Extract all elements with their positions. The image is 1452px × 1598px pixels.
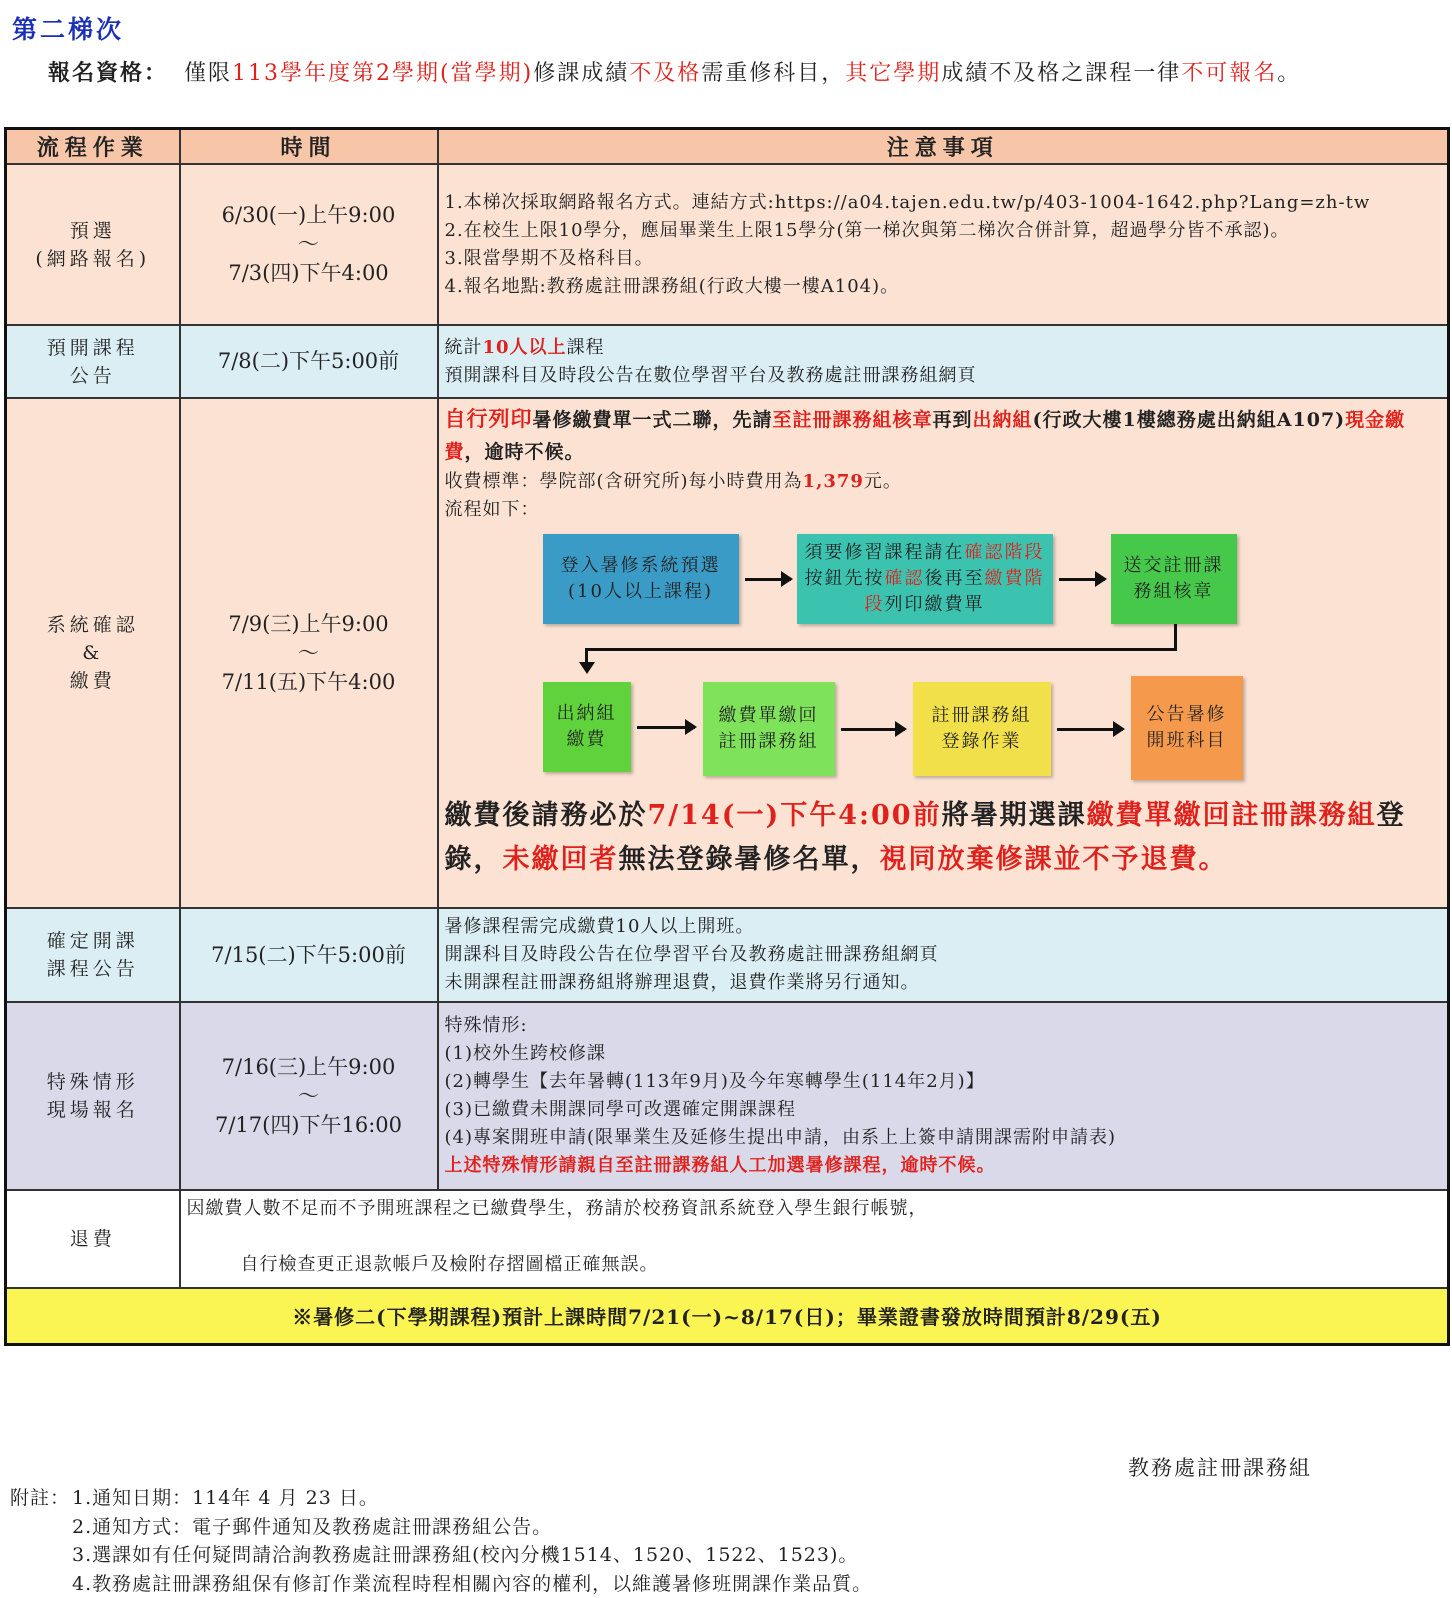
process-flowchart [445, 524, 1442, 782]
step-label: & [82, 642, 104, 664]
step-label: 公告 [69, 364, 116, 387]
time-cell: 7/8(二)下午5:00前 [180, 325, 438, 398]
flow-text: 後再至 [924, 568, 985, 589]
flow-connector [1174, 624, 1177, 650]
flow-text: 繳費單繳回註冊課務組 [718, 705, 819, 752]
note-warning: 上述特殊情形請親自至註冊課務組人工加選暑修課程，逾時不候。 [444, 1155, 996, 1176]
note-text: ，逾時不候。 [464, 441, 585, 463]
step-label: 現場報名 [46, 1099, 139, 1121]
warning-text: 無法登錄暑修名單， [618, 844, 880, 875]
note-line: 預開課科目及時段公告在數位學習平台及教務處註冊課務組網頁 [444, 364, 977, 386]
note-text: 3.選課如有任何疑問請洽詢教務處註冊課務組(校內分機1514、1520、1522、1523)。 [72, 1544, 859, 1566]
note-line: (1)校外生跨校修課 [444, 1043, 606, 1064]
refund-cell [180, 1190, 1449, 1288]
flow-text: 出納組繳費 [556, 703, 617, 750]
elig-highlight: 113學年度第2學期(當學期) [232, 61, 534, 86]
eligibility-label: 報名資格： [48, 60, 169, 86]
warning-text: 繳費後請務必於 [444, 800, 648, 831]
step-cell [6, 164, 180, 325]
warning-text: 將暑期選課 [941, 800, 1087, 831]
warning-highlight: 視同放棄修課並不予退費。 [879, 844, 1228, 875]
note-highlight: 自行列印 [444, 406, 533, 431]
step-cell [6, 1002, 180, 1190]
flow-step-return-slip [703, 682, 835, 776]
flow-arrow-down [579, 662, 595, 674]
note-line: (2)轉學生【去年暑轉(113年9月)及今年寒轉學生(114年2月)】 [444, 1071, 985, 1092]
flow-arrow [841, 728, 905, 731]
note-line: 暑修課程需完成繳費10人以上開班。 [444, 916, 755, 937]
note-text: 再到 [932, 409, 973, 431]
step-label: 繳費 [69, 670, 116, 692]
warning-highlight: 未繳回者 [502, 844, 619, 875]
note-line: 4.報名地點:教務處註冊課務組(行政大樓一樓A104)。 [444, 275, 900, 297]
table-row-preannounce [6, 325, 1449, 398]
table-header-row [6, 129, 1449, 165]
footer-note: ※暑修二(下學期課程)預計上課時間7/21(一)~8/17(日)；畢業證書發放時間預計8/29(五) [6, 1288, 1449, 1344]
step-label: 確定開課 [46, 930, 139, 952]
note-text: 元。 [863, 471, 902, 492]
flow-step-login-preselect [543, 534, 739, 624]
flow-label: 流程如下： [444, 499, 540, 520]
flow-text: 列印繳費單 [884, 594, 985, 615]
note-text: (行政大樓1樓總務處出納組A107) [1032, 409, 1346, 431]
header-process: 流程作業 [6, 129, 180, 165]
elig-text: 僅限 [184, 61, 233, 86]
flow-text: (10人以上課程) [568, 581, 713, 602]
table-row-preselect [6, 164, 1449, 325]
step-label: 預開課程 [46, 336, 139, 359]
step-cell [6, 398, 180, 908]
note-line: 開課科目及時段公告在位學習平台及教務處註冊課務組網頁 [444, 944, 939, 965]
flow-text: 按鈕先按 [804, 568, 885, 589]
flow-text: 註冊課務組登錄作業 [931, 705, 1032, 752]
fee-line [445, 468, 1442, 496]
note-line: 1.本梯次採取網路報名方式。連結方式:https://a04.tajen.edu.tw/p/403-1004-1642.php?Lang=zh-tw [444, 191, 1371, 213]
step-label: (網路報名) [35, 247, 151, 270]
table-row-special [6, 1002, 1449, 1190]
table-row-confirm-pay [6, 398, 1449, 908]
time-cell: 7/15(二)下午5:00前 [180, 908, 438, 1002]
note-highlight: 出納組 [972, 409, 1033, 431]
time-cell [180, 398, 438, 908]
note-text: 2.通知方式：電子郵件通知及教務處註冊課務組公告。 [72, 1515, 553, 1538]
note-line: 特殊情形: [444, 1015, 528, 1036]
flow-arrow [745, 578, 791, 581]
elig-text: 。 [1277, 61, 1302, 86]
elig-highlight: 不可報名 [1181, 61, 1278, 86]
notes-cell [438, 1002, 1449, 1190]
eligibility-line [48, 56, 1301, 87]
flow-text: 送交註冊課務組核章 [1123, 555, 1224, 602]
note-highlight: 至註冊課務組核章 [772, 409, 933, 431]
flow-connector [585, 648, 1177, 651]
step-label: 預選 [69, 219, 116, 242]
flow-step-cashier [543, 682, 631, 772]
step-label: 課程公告 [46, 958, 139, 980]
time-cell [180, 164, 438, 325]
note-text: 暑修繳費單一式二聯，先請 [532, 409, 773, 431]
fee-amount: 1,379 [802, 471, 864, 492]
flow-step-registration [913, 682, 1051, 776]
elig-text: 需重修科目， [701, 61, 846, 86]
note-item [10, 1541, 872, 1570]
warning-text: 登錄， [444, 800, 1406, 875]
notes-cell [438, 164, 1449, 325]
payment-warning [445, 794, 1442, 882]
note-highlight: 現金繳費 [444, 409, 1406, 463]
flow-text: 須要修習課程請在 [804, 542, 965, 563]
signature: 教務處註冊課務組 [1128, 1456, 1312, 1480]
note-highlight: 10人以上 [482, 336, 567, 358]
time-start: 7/9(三)上午9:00 [228, 611, 389, 636]
note-line: 2.在校生上限10學分，應屆畢業生上限15學分(第一梯次與第二梯次合併計算，超過學分皆不承認)。 [444, 219, 1290, 241]
header-notes: 注意事項 [438, 129, 1449, 165]
note-line: 未開課程註冊課務組將辦理退費，退費作業將另行通知。 [444, 972, 920, 993]
time-tilde: ～ [298, 232, 319, 256]
time-tilde: ～ [298, 640, 319, 665]
print-instructions [445, 403, 1442, 468]
notes-cell [438, 398, 1449, 908]
warning-highlight: 繳費單繳回註冊課務組 [1086, 800, 1377, 831]
flow-step-stamp [1111, 534, 1237, 624]
note-line: 自行檢查更正退款帳戶及檢附存摺圖檔正確無誤。 [240, 1254, 659, 1275]
time-end: 7/3(四)下午4:00 [228, 261, 389, 285]
flow-arrow [1059, 578, 1105, 581]
note-text: 課程 [566, 336, 605, 358]
step-cell: 退費 [6, 1190, 180, 1288]
time-cell [180, 1002, 438, 1190]
table-row-confirmed-announce [6, 908, 1449, 1002]
time-start: 7/16(三)上午9:00 [221, 1054, 396, 1079]
note-line: (3)已繳費未開課同學可改選確定開課課程 [444, 1099, 796, 1120]
time-end: 7/17(四)下午16:00 [214, 1112, 403, 1137]
note-item [10, 1513, 872, 1542]
flow-text: 公告暑修開班科目 [1146, 704, 1227, 751]
note-text: 統計 [444, 336, 483, 358]
flow-step-confirm-print [797, 534, 1053, 624]
note-item [10, 1484, 872, 1513]
step-label: 系統確認 [46, 614, 139, 636]
section-heading: 第二梯次 [12, 15, 125, 44]
flow-highlight: 確認 [884, 568, 925, 589]
flow-highlight: 確認階段 [964, 542, 1045, 563]
time-tilde: ～ [298, 1083, 319, 1108]
note-text: 1.通知日期：114年 4 月 23 日。 [72, 1487, 379, 1509]
notes-cell [438, 908, 1449, 1002]
time-start: 6/30(一)上午9:00 [221, 203, 396, 227]
elig-highlight: 不及格 [629, 61, 702, 86]
notes-cell [438, 325, 1449, 398]
note-line: 3.限當學期不及格科目。 [444, 247, 654, 269]
flow-step-announce [1131, 676, 1243, 780]
elig-text: 修課成績 [533, 61, 630, 86]
table-footer-row [6, 1288, 1449, 1344]
note-line [445, 334, 1442, 362]
header-time: 時間 [180, 129, 438, 165]
note-text: 收費標準：學院部(含研究所)每小時費用為 [444, 471, 803, 492]
appendix-notes [10, 1484, 872, 1598]
flow-arrow [637, 726, 695, 729]
flow-highlight: 繳費階段 [864, 568, 1045, 615]
note-line: (4)專案開班申請(限畢業生及延修生提出申請，由系上上簽申請開課需附申請表) [444, 1127, 1117, 1148]
note-text: 4.教務處註冊課務組保有修訂作業流程時程相關內容的權利，以維護暑修班開課作業品質。 [72, 1572, 873, 1595]
schedule-table [4, 127, 1450, 1346]
step-cell [6, 325, 180, 398]
step-label: 特殊情形 [46, 1071, 139, 1093]
step-cell [6, 908, 180, 1002]
flow-text: 登入暑修系統預選 [560, 555, 721, 576]
elig-highlight: 其它學期 [845, 61, 942, 86]
table-row-refund [6, 1190, 1449, 1288]
warning-highlight: 7/14(一)下午4:00前 [647, 800, 942, 831]
time-end: 7/11(五)下午4:00 [221, 669, 396, 694]
flow-arrow [1057, 728, 1123, 731]
elig-text: 成績不及格之課程一律 [941, 61, 1182, 86]
notes-label: 附註： [10, 1487, 71, 1509]
note-item [10, 1570, 872, 1598]
note-line: 因繳費人數不足而不予開班課程之已繳費學生，務請於校務資訊系統登入學生銀行帳號， [186, 1198, 928, 1219]
